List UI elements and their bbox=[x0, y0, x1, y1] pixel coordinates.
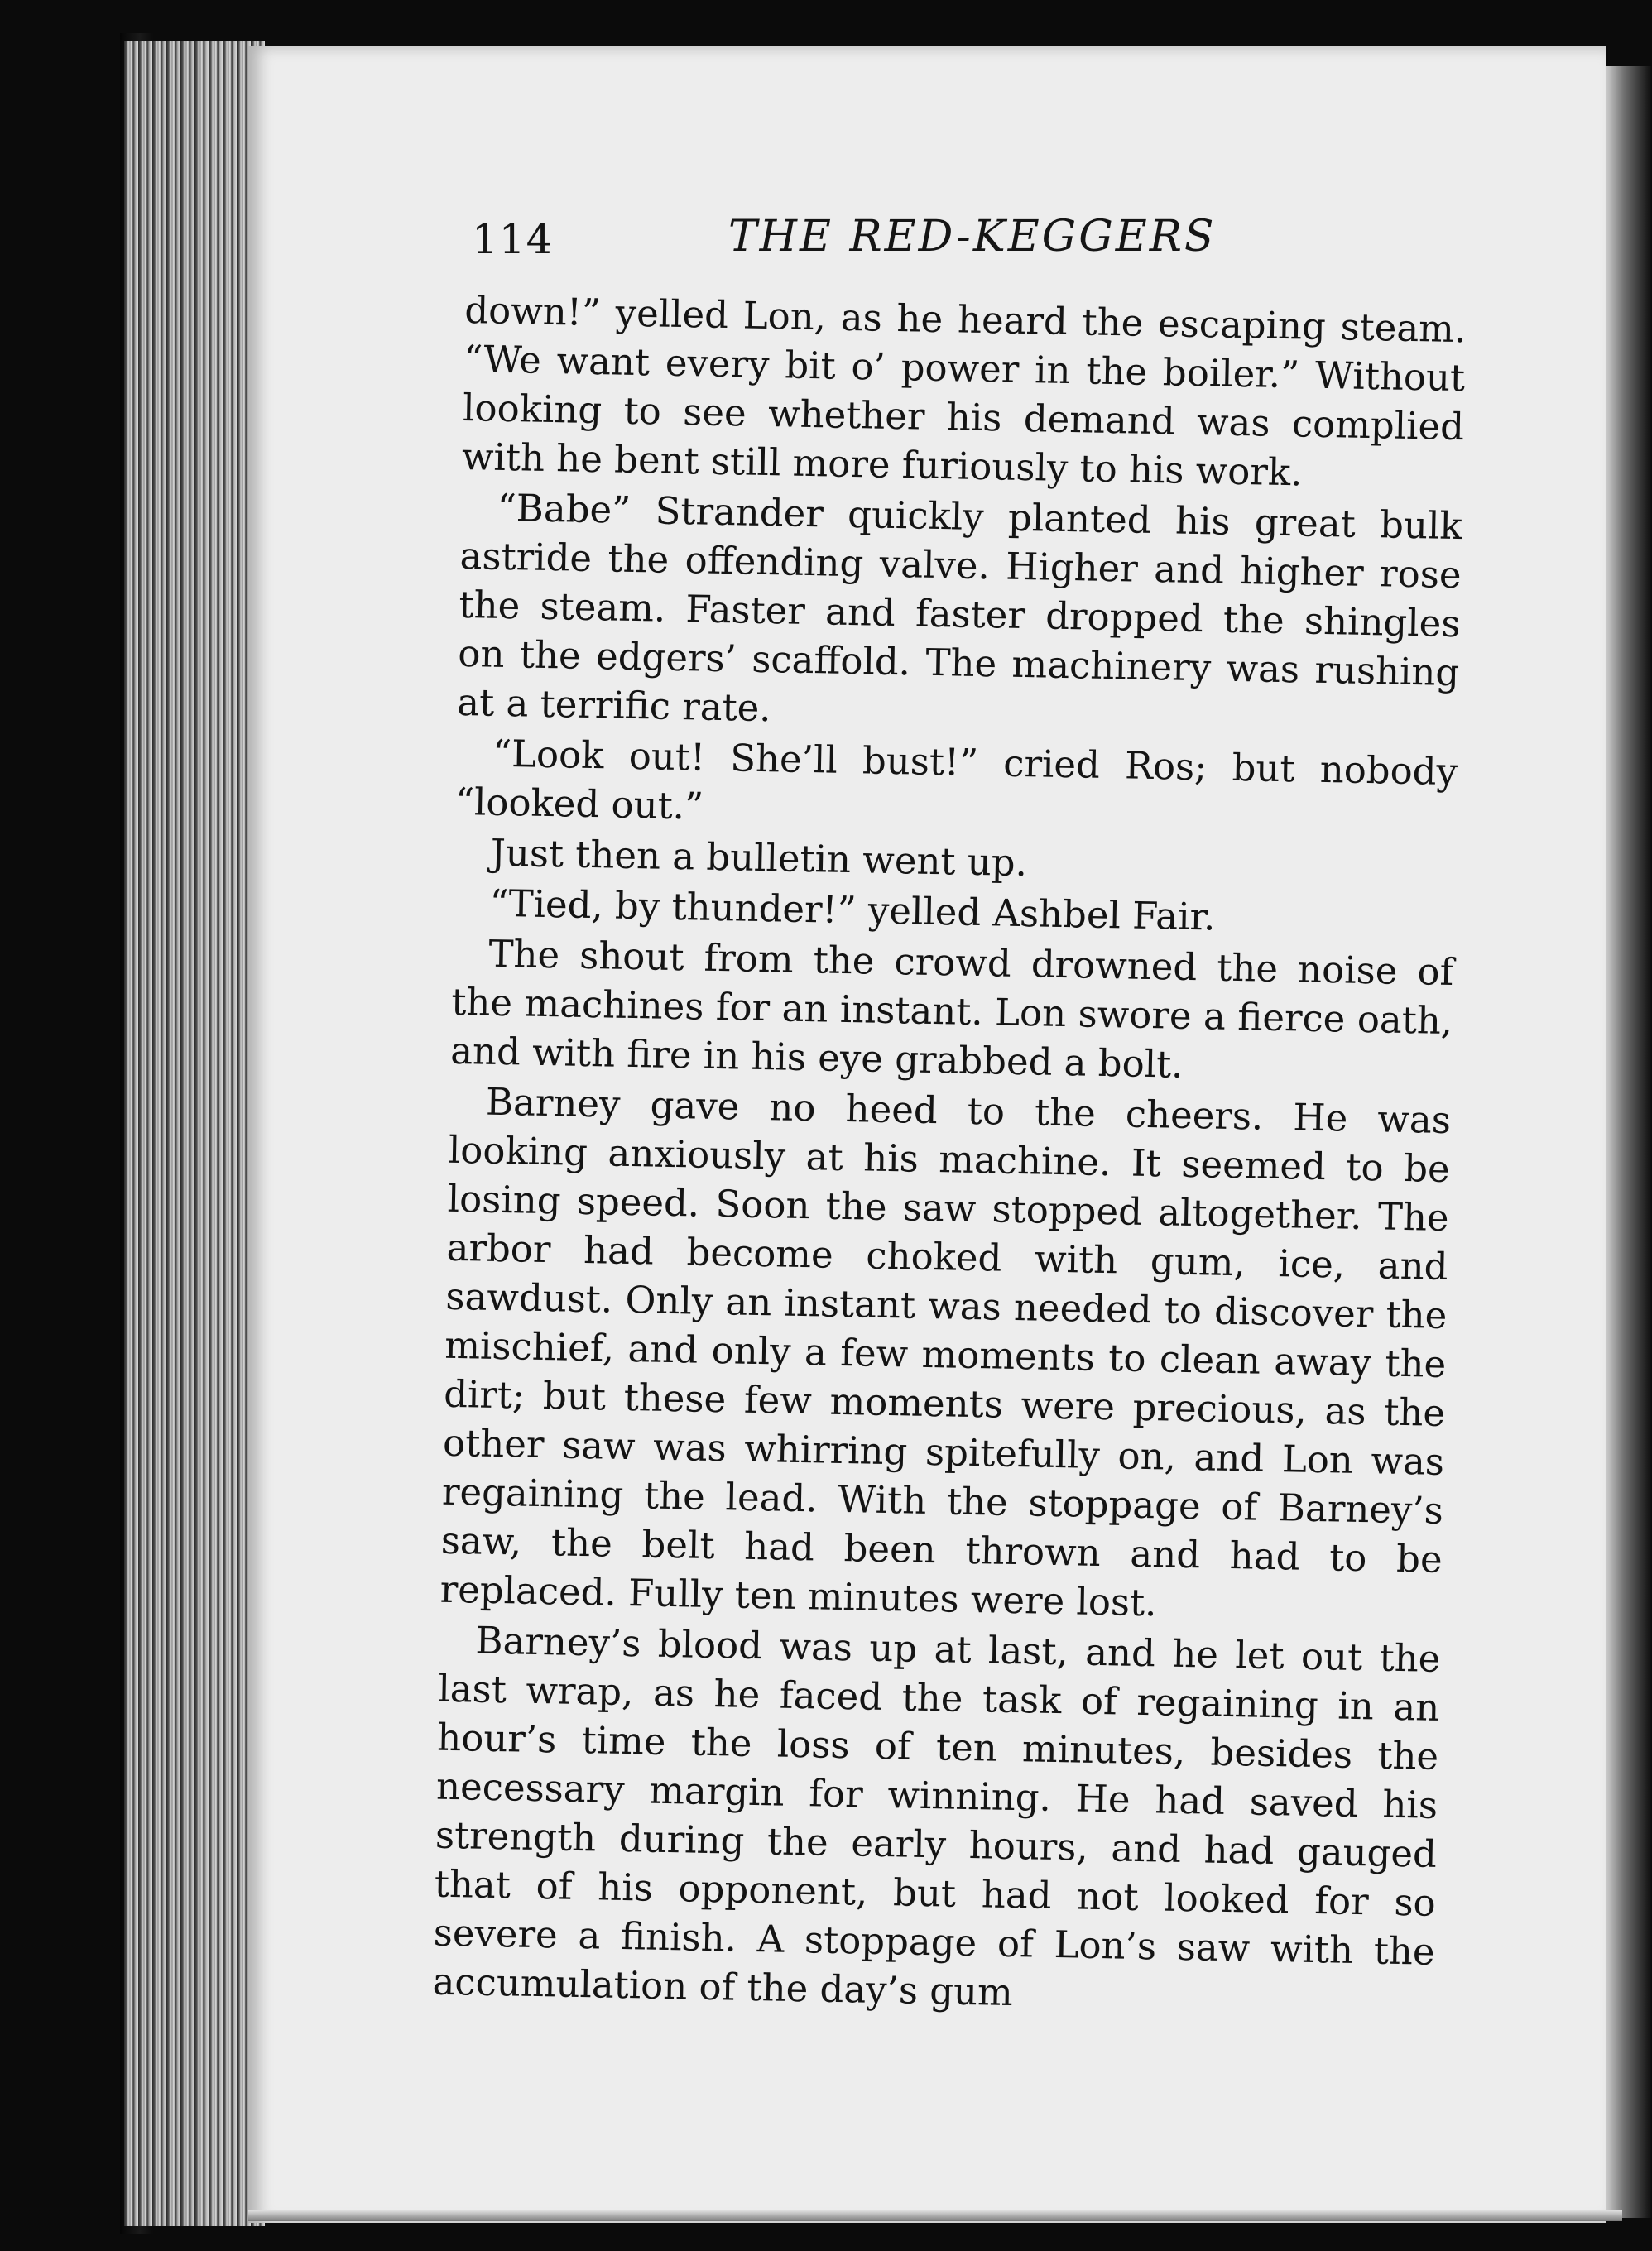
paragraph: “Babe” Strander quickly planted his great bulk astride the offending valve. Higher and higher rose the steam. Faster and faster dropped the shingles on the edgers’ scaffold. The machinery was rushing at a terrific rate. bbox=[456, 485, 1463, 731]
page-number: 114 bbox=[472, 215, 554, 263]
paragraph: Just then a bulletin went up. bbox=[490, 830, 1028, 886]
paragraph: Barney’s blood was up at last, and he let out the last wrap, as he faced the task of regaining in an hour’s time the loss of ten minutes, besides the necessary margin for winning. He had saved his strength during the early hours, and had gauged that of his opponent, but had not looked for so severe a finish. A stoppage of Lon’s saw with the accumulation of the day’s gum bbox=[432, 1618, 1441, 2015]
paragraph: Barney gave no heed to the cheers. He was looking anxiously at his machine. It seemed to be losing speed. Soon the saw stopped altogether. The arbor had become choked with gum, ice, and sawdust. Only an instant was needed to discover the mischief, and only a few moments to clean away the dirt; but these few moments were precious, as the other saw was whirring spitefully on, and Lon was regaining the lead. With the stoppage of Barney’s saw, the belt had been thrown and had to be replaced. Fully ten minutes were lost. bbox=[439, 1079, 1452, 1625]
paragraph: The shout from the crowd drowned the noise of the machines for an instant. Lon swore a fierce oath, and with fire in his eye grabbed a bolt. bbox=[449, 931, 1454, 1087]
page-right-edge bbox=[1606, 66, 1652, 2218]
paragraph: “Look out! She’ll bust!” cried Ros; but nobody “looked out.” bbox=[454, 731, 1458, 828]
page-stack-edges bbox=[124, 41, 265, 2226]
paragraph: down!” yelled Lon, as he heard the escaping steam. “We want every bit o’ power in the boiler.” Without looking to see whether his demand was complied with he bent still more furiously to his work. bbox=[461, 287, 1467, 495]
running-title: THE RED-KEGGERS bbox=[728, 212, 1217, 262]
running-header bbox=[472, 207, 1299, 281]
page-bottom-edge bbox=[248, 2210, 1622, 2221]
body-text bbox=[432, 286, 1467, 2027]
paragraph: “Tied, by thunder!” yelled Ashbel Fair. bbox=[489, 881, 1216, 939]
